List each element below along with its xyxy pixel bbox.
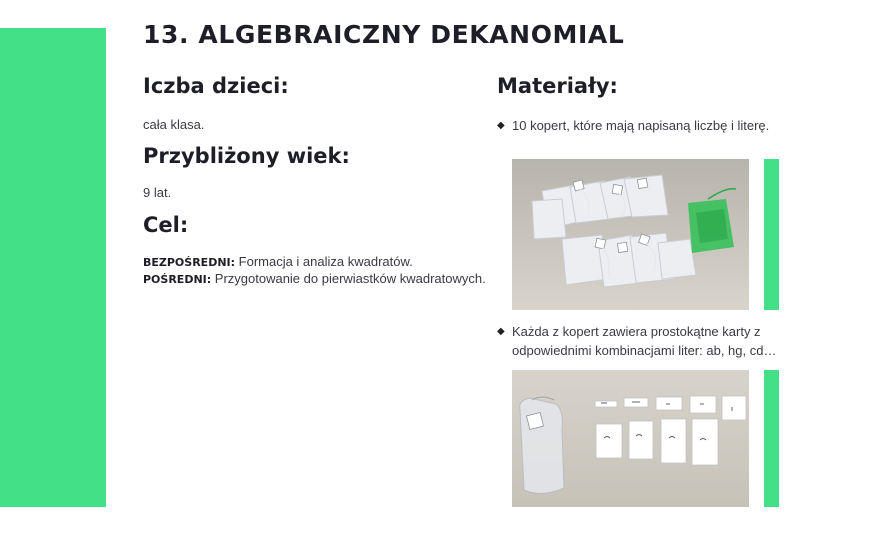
children-heading: Iczba dzieci: [143,74,289,98]
page-title: 13. ALGEBRAICZNY DEKANOMIAL [143,20,625,49]
materials-bullet-1-text: 10 kopert, które mają napisaną liczbę i literę. [512,118,770,133]
diamond-bullet-icon: ◆ [497,326,505,337]
goal-heading: Cel: [143,213,189,237]
envelope-bags-photo [512,159,749,310]
photo-1-accent-bar [764,159,779,310]
goal-direct-text: Formacja i analiza kwadratów. [235,254,413,269]
diamond-bullet-icon: ◆ [497,120,505,131]
materials-bullet-2 [497,322,797,362]
materials-bullet-2-line-2: odpowiednimi kombinacjami liter: ab, hg, cd… [512,343,777,358]
goal-indirect-text: Przygotowanie do pierwiastków kwadratowych. [211,271,486,286]
photo-2-accent-bar [764,370,779,507]
left-green-bar [0,28,106,507]
goal-direct-label: BEZPOŚREDNI: [143,256,236,269]
age-value: 9 lat. [143,185,172,200]
materials-bullet-1 [497,116,797,136]
materials-heading: Materiały: [497,74,618,98]
goal-indirect [143,271,486,286]
letter-cards-photo [512,370,749,507]
goal-direct [143,254,413,269]
age-heading: Przybliżony wiek: [143,144,350,168]
goal-indirect-label: POŚREDNI: [143,273,212,286]
materials-bullet-2-line-1: Każda z kopert zawiera prostokątne karty z [512,324,761,339]
children-value: cała klasa. [143,117,205,132]
